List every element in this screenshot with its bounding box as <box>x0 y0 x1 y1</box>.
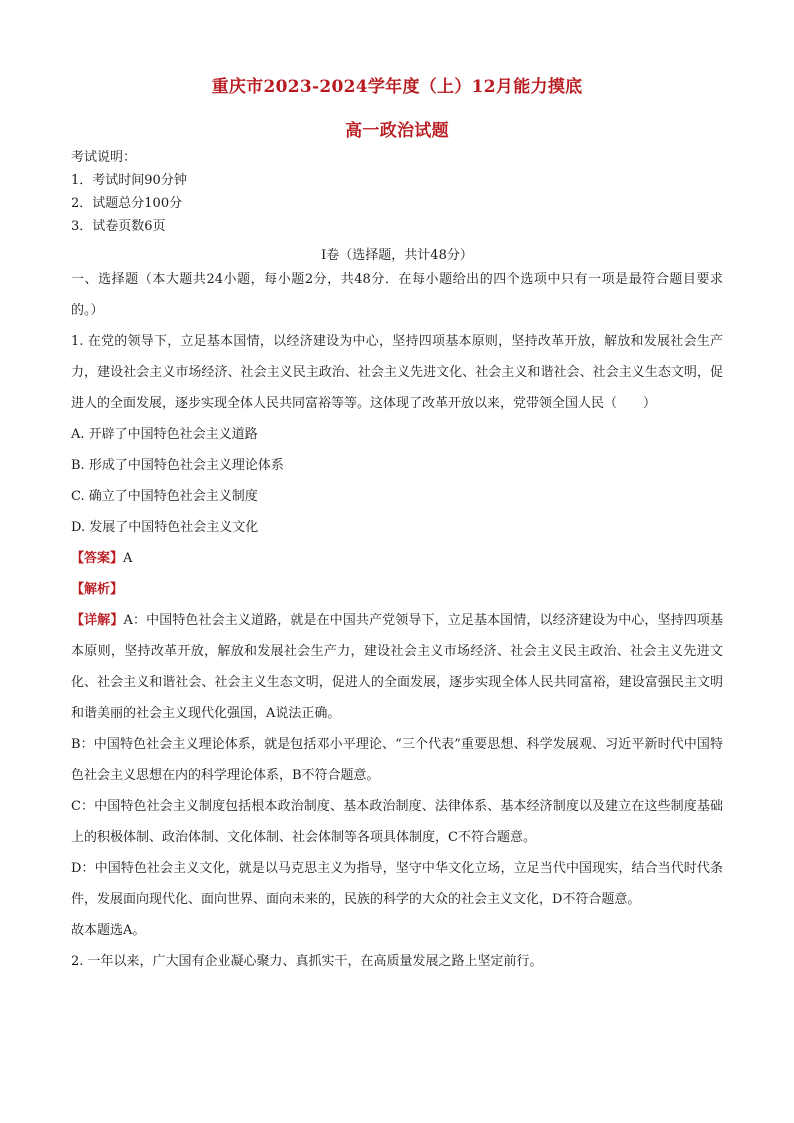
section-instructions: 一、选择题（本大题共24小题，每小题2分，共48分．在每小题给出的四个选项中只有一项是最符合题目要求的。） <box>71 272 723 318</box>
question-1-option-b: B. 形成了中国特色社会主义理论体系 <box>71 458 284 473</box>
exam-notes-heading: 考试说明： <box>71 150 137 165</box>
detail-a <box>71 605 723 729</box>
exam-note-time: 1．考试时间90分钟 <box>71 173 187 188</box>
answer-tag: 【答案】 <box>71 551 124 566</box>
question-1-stem: 1. 在党的领导下，立足基本国情，以经济建设为中心，坚持四项基本原则，坚持改革开放，解放和发展社会生产力，建设社会主义市场经济、社会主义民主政治、社会主义先进文化、社会主义和谐社会、社会主义生态文明，促进人的全面发展，逐步实现全体人民共同富裕等等。这体现了改革开放以来，党带领全国人民（ ） <box>71 334 723 411</box>
answer-line <box>71 543 723 574</box>
exam-note-score: 2．试题总分100分 <box>71 196 183 211</box>
exam-note-pages: 3．试卷页数6页 <box>71 219 166 234</box>
question-1-option-a: A. 开辟了中国特色社会主义道路 <box>71 427 258 442</box>
question-1-option-d: D. 发展了中国特色社会主义文化 <box>71 520 259 535</box>
answer-value: A <box>123 551 133 566</box>
conclusion: 故本题选A。 <box>71 923 146 938</box>
analysis-tag: 【解析】 <box>71 582 124 597</box>
exam-notes <box>71 146 187 238</box>
question-1-option-c: C. 确立了中国特色社会主义制度 <box>71 489 258 504</box>
detail-tag: 【详解】 <box>71 613 124 628</box>
detail-b: B：中国特色社会主义理论体系，就是包括邓小平理论、“三个代表”重要思想、科学发展观、习近平新时代中国特色社会主义思想在内的科学理论体系，B不符合题意。 <box>71 737 723 783</box>
detail-d: D：中国特色社会主义文化，就是以马克思主义为指导，坚守中华文化立场，立足当代中国现实，结合当代时代条件，发展面向现代化、面向世界、面向未来的，民族的科学的大众的社会主义文化，D不符合题意。 <box>71 861 723 907</box>
section-heading: Ⅰ卷（选择题，共计48分） <box>321 248 473 263</box>
detail-a-text: A：中国特色社会主义道路，就是在中国共产党领导下，立足基本国情，以经济建设为中心，坚持四项基本原则，坚持改革开放，解放和发展社会生产力，建设社会主义市场经济、社会主义民主政治、社会主义先进文化、社会主义和谐社会、社会主义生态文明，促进人的全面发展，逐步实现全体人民共同富裕，建设富强民主文明和谐美丽的社会主义现代化强国，A说法正确。 <box>71 613 723 721</box>
analysis-line <box>71 574 723 605</box>
page-title: 重庆市2023-2024学年度（上）12月能力摸底 <box>211 77 583 97</box>
question-2-stem: 2. 一年以来，广大国有企业凝心聚力、真抓实干，在高质量发展之路上坚定前行。 <box>71 954 543 969</box>
detail-c: C：中国特色社会主义制度包括根本政治制度、基本政治制度、法律体系、基本经济制度以及建立在这些制度基础上的积极体制、政治体制、文化体制、社会体制等各项具体制度，C不符合题意。 <box>71 799 723 845</box>
exam-body <box>71 264 723 977</box>
page-subtitle: 高一政治试题 <box>345 121 449 141</box>
